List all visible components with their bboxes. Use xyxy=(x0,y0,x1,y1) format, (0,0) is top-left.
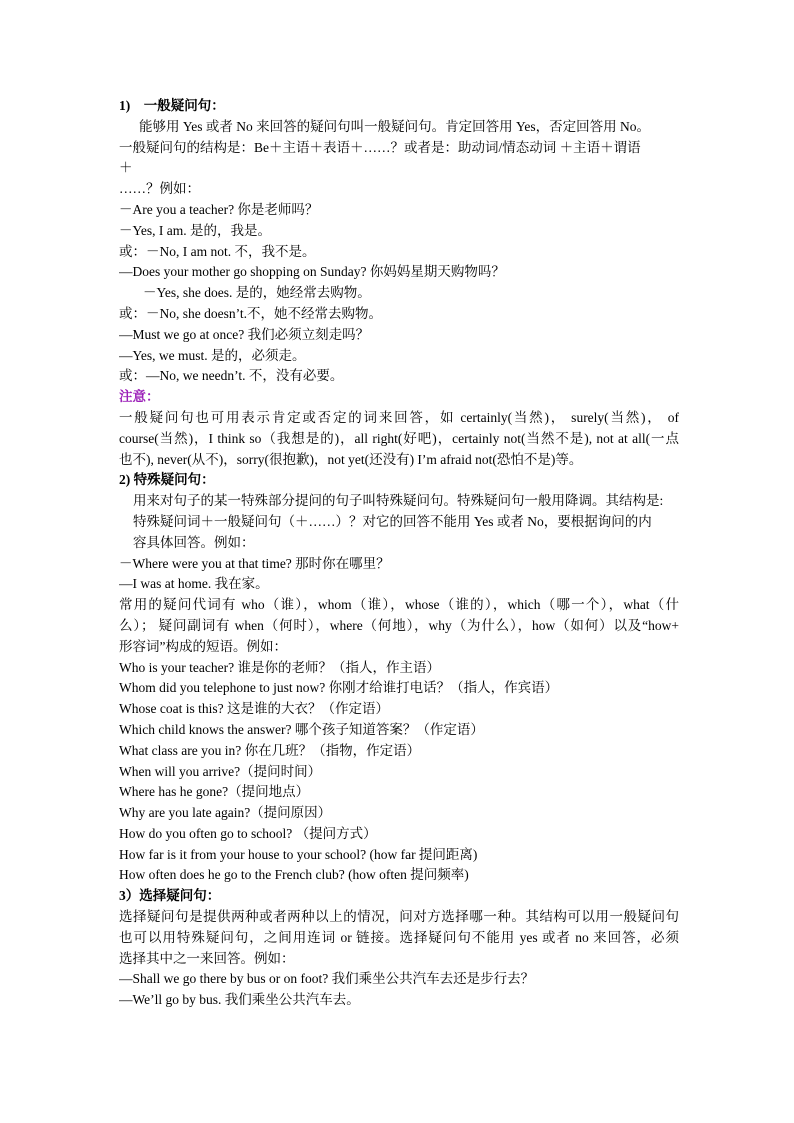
text-line: 么）； 疑问副词有 when（何时），where（何地），why（为什么），how（如何）以及“how+ xyxy=(119,617,679,633)
text-line: —We’ll go by bus. 我们乘坐公共汽车去。 xyxy=(119,992,360,1008)
text-line: —Yes, we must. 是的，必须走。 xyxy=(119,347,306,363)
text-line: Whose coat is this? 这是谁的大衣？（作定语） xyxy=(119,701,389,717)
text-line: When will you arrive?（提问时间） xyxy=(119,763,322,779)
text-line: 常用的疑问代词有 who（谁），whom（谁），whose（谁的），which（哪一个），what（什 xyxy=(119,597,679,613)
text-line: —Shall we go there by bus or on foot? 我们乘坐公共汽车去还是步行去？ xyxy=(119,971,535,987)
text-line: 容具体回答。例如： xyxy=(133,534,255,550)
section-heading: 2) 特殊疑问句： xyxy=(119,472,215,488)
text-line: 选择其中之一来回答。例如： xyxy=(119,950,295,966)
text-line: Why are you late again?（提问原因） xyxy=(119,805,332,821)
text-line: －Where were you at that time? 那时你在哪里？ xyxy=(119,555,390,571)
text-line: 能够用 Yes 或者 No 来回答的疑问句叫一般疑问句。肯定回答用 Yes，否定回答用 No。 xyxy=(139,118,651,134)
text-line: －Are you a teacher? 你是老师吗？ xyxy=(119,201,319,217)
text-line: —Does your mother go shopping on Sunday? 你妈妈星期天购物吗？ xyxy=(119,264,505,280)
text-line: 或：—No, we needn’t. 不，没有必要。 xyxy=(119,368,344,384)
text-line: ＋ xyxy=(119,160,133,176)
text-line: 或：－No, she doesn’t.不，她不经常去购物。 xyxy=(119,305,382,321)
text-line: 选择疑问句是提供两种或者两种以上的情况，问对方选择哪一种。其结构可以用一般疑问句 xyxy=(119,909,679,925)
document-body xyxy=(119,96,679,1011)
text-line: －Yes, I am. 是的，我是。 xyxy=(119,222,272,238)
text-line: 一般疑问句也可用表示肯定或否定的词来回答，如 certainly(当然)， surely(当然)， of xyxy=(119,409,679,425)
section-heading: 3）选择疑问句： xyxy=(119,888,221,904)
text-line: 也不), never(从不)，sorry(很抱歉)，not yet(还没有) I’m afraid not(恐怕不是)等。 xyxy=(119,451,583,467)
note-heading: 注意： xyxy=(119,389,160,405)
text-line: 或：－No, I am not. 不，我不是。 xyxy=(119,243,316,259)
text-line: What class are you in? 你在几班？（指物，作定语） xyxy=(119,742,421,758)
text-line: How do you often go to school? （提问方式） xyxy=(119,825,377,841)
text-line: 一般疑问句的结构是：Be＋主语＋表语＋……？或者是：助动词/情态动词 ＋主语＋谓语 xyxy=(119,139,641,155)
section-heading: 1) 一般疑问句： xyxy=(119,98,225,113)
text-line: Which child knows the answer? 哪个孩子知道答案？（作定语） xyxy=(119,721,484,737)
text-line: course(当然)，I think so（我想是的)，all right(好吧)，certainly not(当然不是), not at all(一点 xyxy=(119,430,679,446)
text-line: Where has he gone?（提问地点） xyxy=(119,784,310,800)
text-line: Whom did you telephone to just now? 你刚才给谁打电话？（指人，作宾语） xyxy=(119,680,559,696)
text-line: How far is it from your house to your school? (how far 提问距离) xyxy=(119,846,478,862)
text-line: Who is your teacher? 谁是你的老师？（指人，作主语） xyxy=(119,659,440,675)
text-line: －Yes, she does. 是的，她经常去购物。 xyxy=(143,285,371,301)
text-line: 用来对句子的某一特殊部分提问的句子叫特殊疑问句。特殊疑问句一般用降调。其结构是: xyxy=(133,493,664,509)
text-line: ……？例如： xyxy=(119,181,200,197)
text-line: 形容词”构成的短语。例如： xyxy=(119,638,287,654)
text-line: How often does he go to the French club? (how often 提问频率) xyxy=(119,867,469,883)
text-line: 特殊疑问词＋一般疑问句（＋……）？对它的回答不能用 Yes 或者 No，要根据询问的内 xyxy=(133,513,652,529)
text-line: —I was at home. 我在家。 xyxy=(119,576,269,592)
text-line: 也可以用特殊疑问句，之间用连词 or 链接。选择疑问句不能用 yes 或者 no 来回答，必须 xyxy=(119,929,679,945)
text-line: —Must we go at once? 我们必须立刻走吗？ xyxy=(119,326,370,342)
